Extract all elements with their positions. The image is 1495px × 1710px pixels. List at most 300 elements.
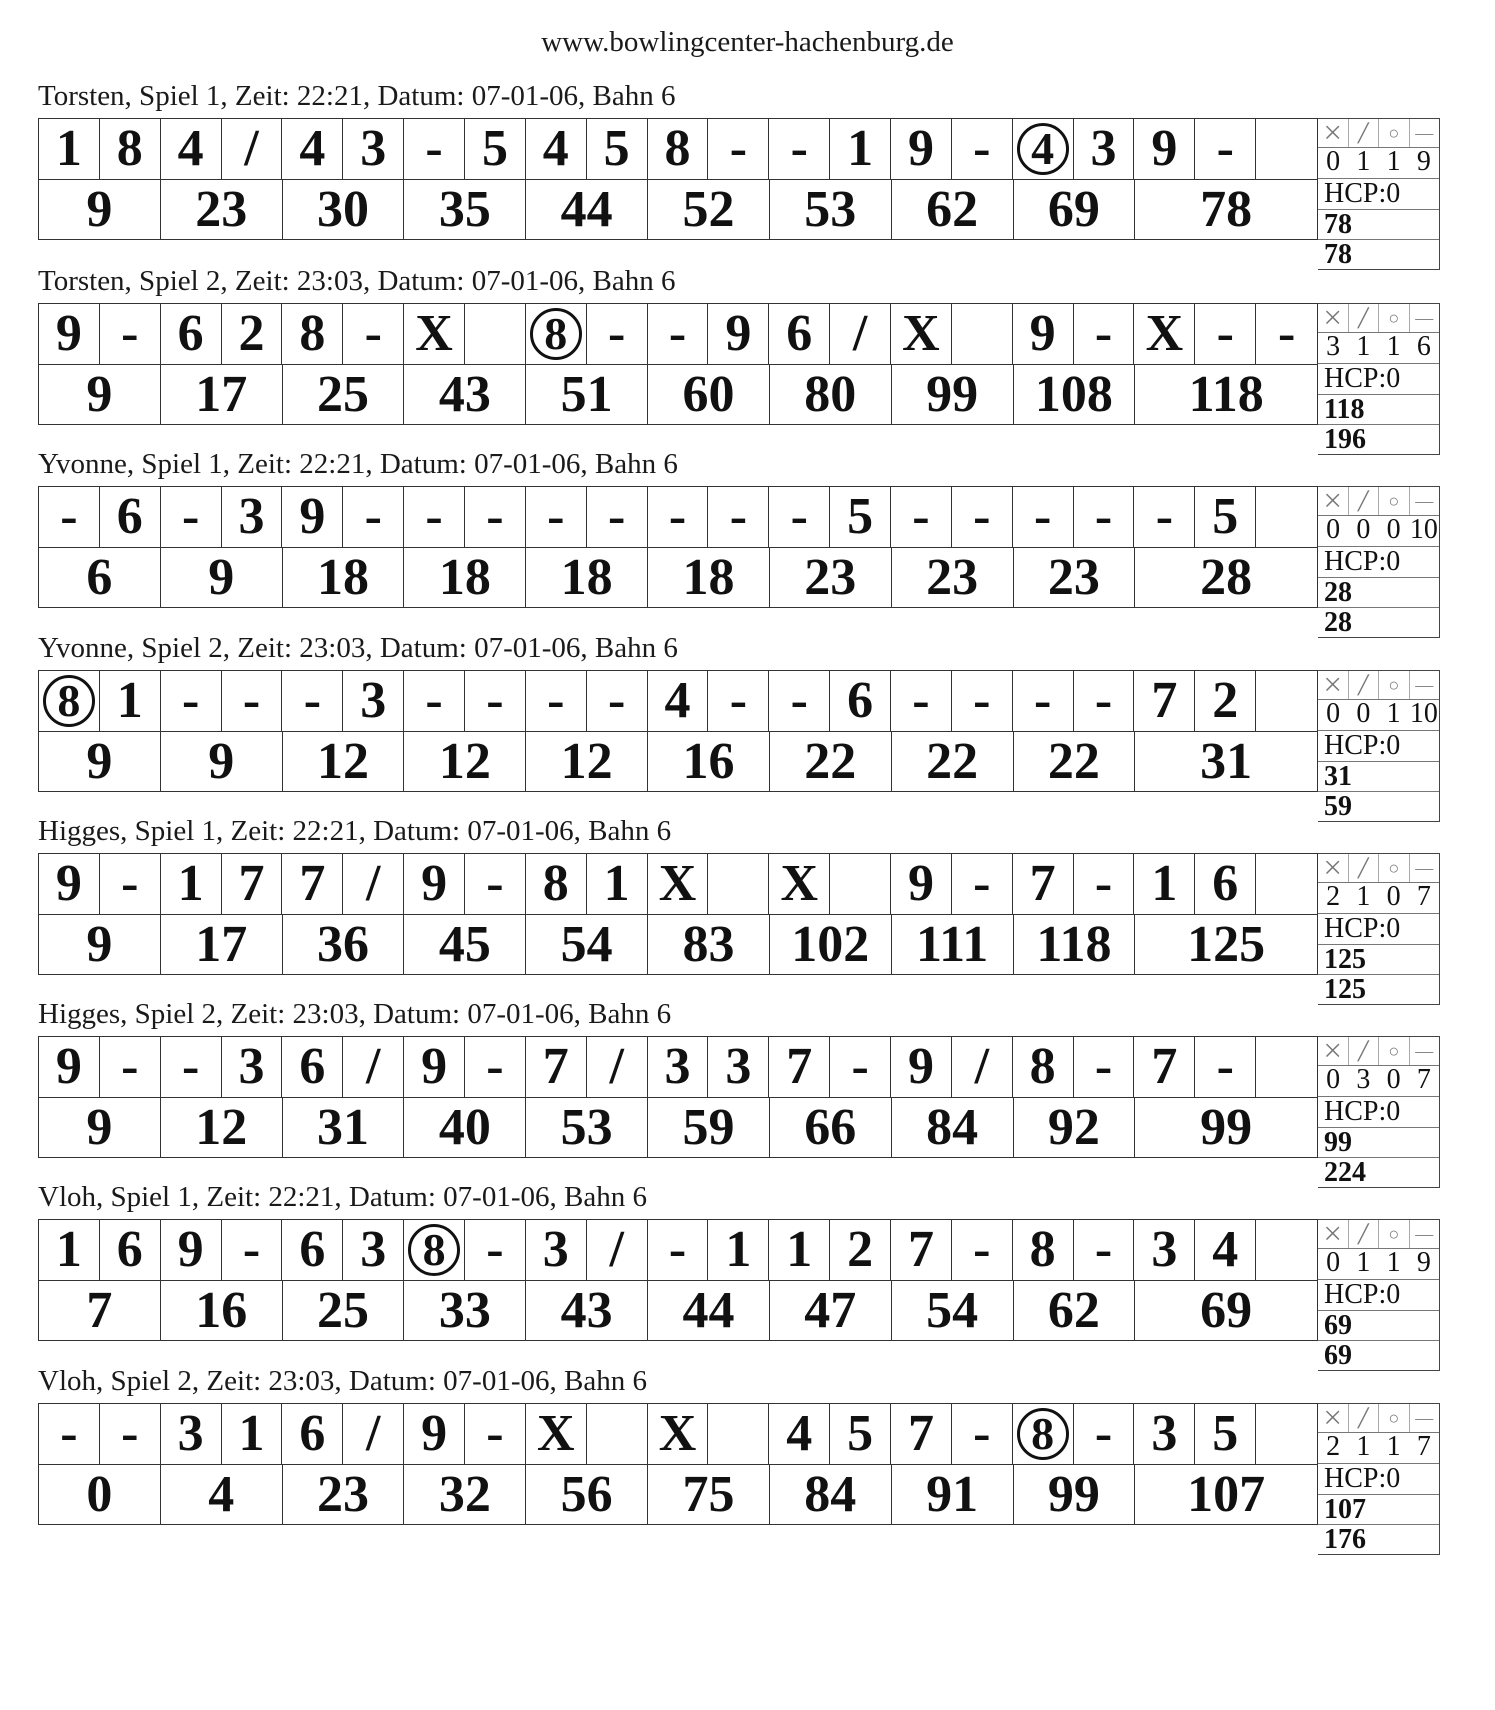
roll-cell: -: [1074, 1220, 1135, 1280]
frame-total: 60: [648, 365, 770, 425]
handicap: HCP:0: [1318, 1097, 1439, 1128]
roll-cell: [526, 304, 587, 364]
game-title: Higges, Spiel 1, Zeit: 22:21, Datum: 07-01-06, Bahn 6: [38, 815, 672, 847]
frame-total: 18: [526, 548, 648, 608]
roll-cell: -: [1074, 487, 1135, 547]
handicap: HCP:0: [1318, 364, 1439, 395]
roll-cell: 6: [769, 304, 830, 364]
frame-total: 99: [1200, 1099, 1253, 1156]
frame-total: 43: [404, 365, 526, 425]
roll-cell: 4: [161, 119, 222, 179]
roll-cell: 6: [282, 1037, 343, 1097]
stat-count: 3: [1326, 331, 1341, 362]
roll-cell: 8: [100, 119, 161, 179]
frame-total: 17: [161, 365, 283, 425]
stat-counts: [1318, 883, 1439, 914]
roll-cell: [952, 304, 1013, 364]
frame-total: 51: [526, 365, 648, 425]
game-score: 31: [1318, 762, 1439, 792]
roll-cell: [1256, 1404, 1317, 1464]
game-title: Higges, Spiel 2, Zeit: 23:03, Datum: 07-01-06, Bahn 6: [38, 998, 672, 1030]
frame-total: 44: [648, 1281, 770, 1341]
game-score: 118: [1318, 395, 1439, 425]
totals-row: [39, 1281, 1317, 1341]
frame-total: 99: [892, 365, 1014, 425]
split-icon: ○: [1379, 1404, 1410, 1432]
frame-total: 69: [1200, 1282, 1253, 1339]
roll-cell: -: [100, 1404, 161, 1464]
frame-total: 62: [892, 180, 1014, 240]
frame-total: 33: [404, 1281, 526, 1341]
stat-count: 7: [1416, 1431, 1431, 1462]
strike-icon: ⨉: [1318, 1037, 1349, 1065]
handicap: HCP:0: [1318, 914, 1439, 945]
roll-cell: 4: [769, 1404, 830, 1464]
frame-total: 36: [283, 915, 405, 975]
frame-total: 69: [1014, 180, 1136, 240]
roll-cell: -: [161, 1037, 222, 1097]
handicap: HCP:0: [1318, 1464, 1439, 1495]
frame-total: 59: [648, 1098, 770, 1158]
roll-cell: [1013, 119, 1074, 179]
frame-total: 9: [161, 732, 283, 792]
frame-total: 53: [526, 1098, 648, 1158]
roll-cell: [708, 854, 769, 914]
stat-icons: [1318, 1220, 1439, 1249]
roll-cell: 6: [282, 1404, 343, 1464]
game-score: 99: [1318, 1128, 1439, 1158]
roll-cell: 8: [526, 854, 587, 914]
frame-total: 6: [39, 548, 161, 608]
stat-count: 1: [1386, 1431, 1401, 1462]
frame-total: 107: [1187, 1466, 1266, 1523]
roll-cell: 4: [526, 119, 587, 179]
roll-cell: 7: [1134, 671, 1195, 731]
roll-cell: 7: [891, 1404, 952, 1464]
stat-count: 1: [1356, 1247, 1371, 1278]
frame-total: 28: [1200, 549, 1253, 606]
stat-count: 1: [1386, 146, 1401, 177]
roll-cell: 9: [161, 1220, 222, 1280]
roll-cell: 9: [891, 1037, 952, 1097]
stat-icons: [1318, 1037, 1439, 1066]
stat-count: 0: [1326, 1064, 1341, 1095]
score-sheet: [38, 303, 1318, 425]
roll-cell: -: [708, 487, 769, 547]
series-score: 125: [1324, 974, 1366, 1005]
roll-cell: 3: [343, 671, 404, 731]
split-icon: ○: [1379, 119, 1410, 147]
roll-cell: 7: [769, 1037, 830, 1097]
series-score: 224: [1324, 1157, 1366, 1188]
roll-cell: 7: [222, 854, 283, 914]
stat-count: 0: [1386, 881, 1401, 912]
miss-icon: —: [1415, 307, 1434, 328]
frame-total: 40: [404, 1098, 526, 1158]
rolls-row: [39, 304, 1317, 365]
frame-total: 91: [892, 1465, 1014, 1525]
frame-total: 9: [39, 180, 161, 240]
handicap: HCP:0: [1318, 1280, 1439, 1311]
roll-cell: 7: [282, 854, 343, 914]
split-icon: ○: [1379, 671, 1410, 699]
frame-total: 12: [161, 1098, 283, 1158]
roll-cell: /: [587, 1037, 648, 1097]
roll-cell: 9: [39, 854, 100, 914]
game-title: Torsten, Spiel 1, Zeit: 22:21, Datum: 07-01-06, Bahn 6: [38, 80, 676, 112]
roll-cell: 6: [100, 1220, 161, 1280]
frame-total: 83: [648, 915, 770, 975]
roll-cell: -: [465, 1037, 526, 1097]
roll-cell: /: [343, 1037, 404, 1097]
frame-total: 23: [1014, 548, 1136, 608]
roll-cell: -: [648, 487, 709, 547]
series-score: 78: [1324, 239, 1352, 270]
stat-counts: [1318, 333, 1439, 364]
strike-icon: ⨉: [1318, 854, 1349, 882]
frame-total: 52: [648, 180, 770, 240]
miss-icon: —: [1415, 857, 1434, 878]
rolls-row: [39, 1220, 1317, 1281]
stat-count: 3: [1356, 1064, 1371, 1095]
totals-row: [39, 915, 1317, 975]
totals-row: [39, 732, 1317, 792]
stat-count: 0: [1326, 514, 1341, 545]
stat-counts: [1318, 516, 1439, 547]
roll-cell: [1256, 1037, 1317, 1097]
stat-icons: [1318, 1404, 1439, 1433]
roll-cell: 9: [1134, 119, 1195, 179]
spare-icon: ╱: [1349, 119, 1380, 147]
roll-cell: -: [708, 671, 769, 731]
totals-row: [39, 548, 1317, 608]
roll-cell: 3: [222, 487, 283, 547]
miss-icon: —: [1415, 674, 1434, 695]
roll-cell: -: [1074, 304, 1135, 364]
roll-cell: 6: [1195, 854, 1256, 914]
frame-total: 118: [1188, 366, 1264, 423]
roll-cell: 5: [1195, 1404, 1256, 1464]
roll-cell: 8: [282, 304, 343, 364]
series-score: 28: [1324, 607, 1352, 638]
game-scorecard: [38, 80, 1448, 280]
roll-cell: [1013, 1404, 1074, 1464]
roll-cell: -: [100, 304, 161, 364]
game-title: Torsten, Spiel 2, Zeit: 23:03, Datum: 07-01-06, Bahn 6: [38, 265, 676, 297]
frame-total: 18: [283, 548, 405, 608]
roll-cell: 1: [587, 854, 648, 914]
roll-cell: -: [648, 1220, 709, 1280]
roll-cell: -: [952, 487, 1013, 547]
stat-count: 0: [1326, 146, 1341, 177]
roll-cell: -: [891, 487, 952, 547]
series-score: 69: [1324, 1340, 1352, 1371]
roll-cell: [1256, 671, 1317, 731]
stats-box: [1318, 1219, 1440, 1371]
stats-box: [1318, 118, 1440, 270]
score-sheet: [38, 1219, 1318, 1341]
game-scorecard: [38, 632, 1448, 832]
roll-cell: /: [830, 304, 891, 364]
frame-total: 118: [1014, 915, 1136, 975]
roll-cell: [1256, 1220, 1317, 1280]
roll-cell: 1: [39, 119, 100, 179]
roll-cell: -: [648, 304, 709, 364]
score-sheet: [38, 486, 1318, 608]
roll-cell: -: [1074, 671, 1135, 731]
miss-icon: —: [1415, 1223, 1434, 1244]
roll-cell: 1: [39, 1220, 100, 1280]
miss-icon: —: [1415, 1040, 1434, 1061]
stat-count: 0: [1386, 1064, 1401, 1095]
frame-total: 4: [161, 1465, 283, 1525]
stat-icons: [1318, 304, 1439, 333]
score-sheet: [38, 853, 1318, 975]
roll-cell: /: [952, 1037, 1013, 1097]
frame-total: 53: [770, 180, 892, 240]
roll-cell: X: [648, 854, 709, 914]
stat-icons: [1318, 119, 1439, 148]
handicap: HCP:0: [1318, 731, 1439, 762]
frame-total: 23: [283, 1465, 405, 1525]
frame-total: 23: [770, 548, 892, 608]
stat-counts: [1318, 700, 1439, 731]
stat-count: 0: [1326, 1247, 1341, 1278]
frame-total: 62: [1014, 1281, 1136, 1341]
score-sheet: [38, 118, 1318, 240]
rolls-row: [39, 854, 1317, 915]
roll-cell: [830, 854, 891, 914]
strike-icon: ⨉: [1318, 671, 1349, 699]
stat-count: 1: [1356, 146, 1371, 177]
split-marker: 4: [1017, 123, 1069, 175]
totals-row: [39, 365, 1317, 425]
frame-total: 9: [39, 915, 161, 975]
handicap: HCP:0: [1318, 547, 1439, 578]
roll-cell: 1: [161, 854, 222, 914]
roll-cell: -: [526, 671, 587, 731]
frame-total: 7: [39, 1281, 161, 1341]
roll-cell: -: [465, 1220, 526, 1280]
spare-icon: ╱: [1349, 1220, 1380, 1248]
roll-cell: 6: [830, 671, 891, 731]
frame-total: 18: [648, 548, 770, 608]
series-score: 59: [1324, 791, 1352, 822]
roll-cell: 3: [161, 1404, 222, 1464]
stat-count: 9: [1416, 1247, 1431, 1278]
roll-cell: 9: [39, 304, 100, 364]
rolls-row: [39, 1037, 1317, 1098]
frame-total: 43: [526, 1281, 648, 1341]
roll-cell: [587, 1404, 648, 1464]
game-title: Vloh, Spiel 2, Zeit: 23:03, Datum: 07-01-06, Bahn 6: [38, 1365, 647, 1397]
stat-count: 7: [1416, 881, 1431, 912]
roll-cell: 1: [222, 1404, 283, 1464]
roll-cell: 1: [769, 1220, 830, 1280]
roll-cell: -: [465, 487, 526, 547]
roll-cell: -: [404, 119, 465, 179]
roll-cell: -: [1195, 119, 1256, 179]
score-sheet: [38, 1403, 1318, 1525]
roll-cell: 3: [708, 1037, 769, 1097]
strike-icon: ⨉: [1318, 487, 1349, 515]
rolls-row: [39, 1404, 1317, 1465]
roll-cell: -: [587, 487, 648, 547]
game-score: 125: [1318, 945, 1439, 975]
roll-cell: -: [952, 1220, 1013, 1280]
frame-total: 102: [770, 915, 892, 975]
miss-icon: —: [1415, 122, 1434, 143]
roll-cell: -: [1134, 487, 1195, 547]
strike-icon: ⨉: [1318, 119, 1349, 147]
roll-cell: -: [830, 1037, 891, 1097]
stat-counts: [1318, 1249, 1439, 1280]
score-sheet: [38, 670, 1318, 792]
roll-cell: -: [39, 1404, 100, 1464]
roll-cell: -: [222, 1220, 283, 1280]
roll-cell: -: [1013, 671, 1074, 731]
roll-cell: 1: [830, 119, 891, 179]
roll-cell: [708, 1404, 769, 1464]
roll-cell: [1256, 854, 1317, 914]
frame-total: 108: [1014, 365, 1136, 425]
frame-total: 31: [283, 1098, 405, 1158]
frame-total: 78: [1200, 181, 1253, 238]
game-scorecard: [38, 998, 1448, 1198]
split-marker: 8: [1017, 1408, 1069, 1460]
stats-box: [1318, 670, 1440, 822]
roll-cell: 7: [1134, 1037, 1195, 1097]
roll-cell: 2: [1195, 671, 1256, 731]
roll-cell: X: [404, 304, 465, 364]
stat-icons: [1318, 487, 1439, 516]
strike-icon: ⨉: [1318, 1404, 1349, 1432]
frame-total: 66: [770, 1098, 892, 1158]
split-marker: 8: [530, 308, 582, 360]
roll-cell: -: [952, 119, 1013, 179]
stat-count: 6: [1416, 331, 1431, 362]
roll-cell: 1: [708, 1220, 769, 1280]
split-marker: 8: [408, 1224, 460, 1276]
frame-total: 99: [1014, 1465, 1136, 1525]
spare-icon: ╱: [1349, 487, 1380, 515]
roll-cell: 3: [1074, 119, 1135, 179]
frame-total: 9: [39, 1098, 161, 1158]
roll-cell: 2: [222, 304, 283, 364]
roll-cell: -: [465, 854, 526, 914]
roll-cell: -: [100, 854, 161, 914]
split-icon: ○: [1379, 304, 1410, 332]
game-scorecard: [38, 1181, 1448, 1381]
roll-cell: 1: [100, 671, 161, 731]
series-score: 196: [1324, 424, 1366, 455]
frame-total: 16: [648, 732, 770, 792]
roll-cell: X: [526, 1404, 587, 1464]
frame-total: 80: [770, 365, 892, 425]
roll-cell: 9: [282, 487, 343, 547]
stats-box: [1318, 853, 1440, 1005]
roll-cell: -: [161, 487, 222, 547]
split-icon: ○: [1379, 1220, 1410, 1248]
roll-cell: 3: [648, 1037, 709, 1097]
split-icon: ○: [1379, 1037, 1410, 1065]
roll-cell: -: [404, 487, 465, 547]
frame-total: 22: [1014, 732, 1136, 792]
game-scorecard: [38, 815, 1448, 1015]
stat-count: 2: [1326, 881, 1341, 912]
frame-total: 25: [283, 1281, 405, 1341]
stat-count: 1: [1386, 1247, 1401, 1278]
roll-cell: 3: [526, 1220, 587, 1280]
roll-cell: -: [465, 1404, 526, 1464]
stat-count: 1: [1356, 331, 1371, 362]
roll-cell: 1: [1134, 854, 1195, 914]
roll-cell: 9: [891, 854, 952, 914]
roll-cell: 7: [1013, 854, 1074, 914]
stats-box: [1318, 1036, 1440, 1188]
roll-cell: 3: [1134, 1404, 1195, 1464]
rolls-row: [39, 487, 1317, 548]
frame-total: 125: [1187, 916, 1266, 973]
frame-total: 31: [1200, 733, 1253, 790]
game-scorecard: [38, 1365, 1448, 1565]
roll-cell: -: [282, 671, 343, 731]
frame-total: 44: [526, 180, 648, 240]
roll-cell: -: [343, 304, 404, 364]
stat-counts: [1318, 1433, 1439, 1464]
game-score: 78: [1318, 210, 1439, 240]
rolls-row: [39, 119, 1317, 180]
roll-cell: -: [708, 119, 769, 179]
spare-icon: ╱: [1349, 1404, 1380, 1432]
roll-cell: 3: [343, 1220, 404, 1280]
roll-cell: -: [343, 487, 404, 547]
stat-count: 2: [1326, 1431, 1341, 1462]
frame-total: 9: [39, 365, 161, 425]
rolls-row: [39, 671, 1317, 732]
roll-cell: -: [1013, 487, 1074, 547]
frame-total: 22: [892, 732, 1014, 792]
roll-cell: 4: [1195, 1220, 1256, 1280]
roll-cell: X: [891, 304, 952, 364]
spare-icon: ╱: [1349, 854, 1380, 882]
roll-cell: 7: [891, 1220, 952, 1280]
roll-cell: [404, 1220, 465, 1280]
roll-cell: -: [404, 671, 465, 731]
game-title: Vloh, Spiel 1, Zeit: 22:21, Datum: 07-01-06, Bahn 6: [38, 1181, 647, 1213]
roll-cell: 9: [39, 1037, 100, 1097]
roll-cell: 6: [100, 487, 161, 547]
roll-cell: -: [587, 304, 648, 364]
stat-count: 0: [1356, 514, 1371, 545]
stat-counts: [1318, 148, 1439, 179]
stat-icons: [1318, 854, 1439, 883]
roll-cell: X: [769, 854, 830, 914]
frame-total: 45: [404, 915, 526, 975]
roll-cell: [39, 671, 100, 731]
roll-cell: 9: [404, 854, 465, 914]
stat-count: 1: [1386, 331, 1401, 362]
roll-cell: 5: [587, 119, 648, 179]
frame-total: 23: [892, 548, 1014, 608]
stat-icons: [1318, 671, 1439, 700]
roll-cell: 3: [222, 1037, 283, 1097]
roll-cell: 7: [526, 1037, 587, 1097]
spare-icon: ╱: [1349, 304, 1380, 332]
roll-cell: -: [1277, 305, 1296, 362]
roll-cell: -: [1195, 1037, 1256, 1097]
stat-count: 0: [1326, 698, 1341, 729]
